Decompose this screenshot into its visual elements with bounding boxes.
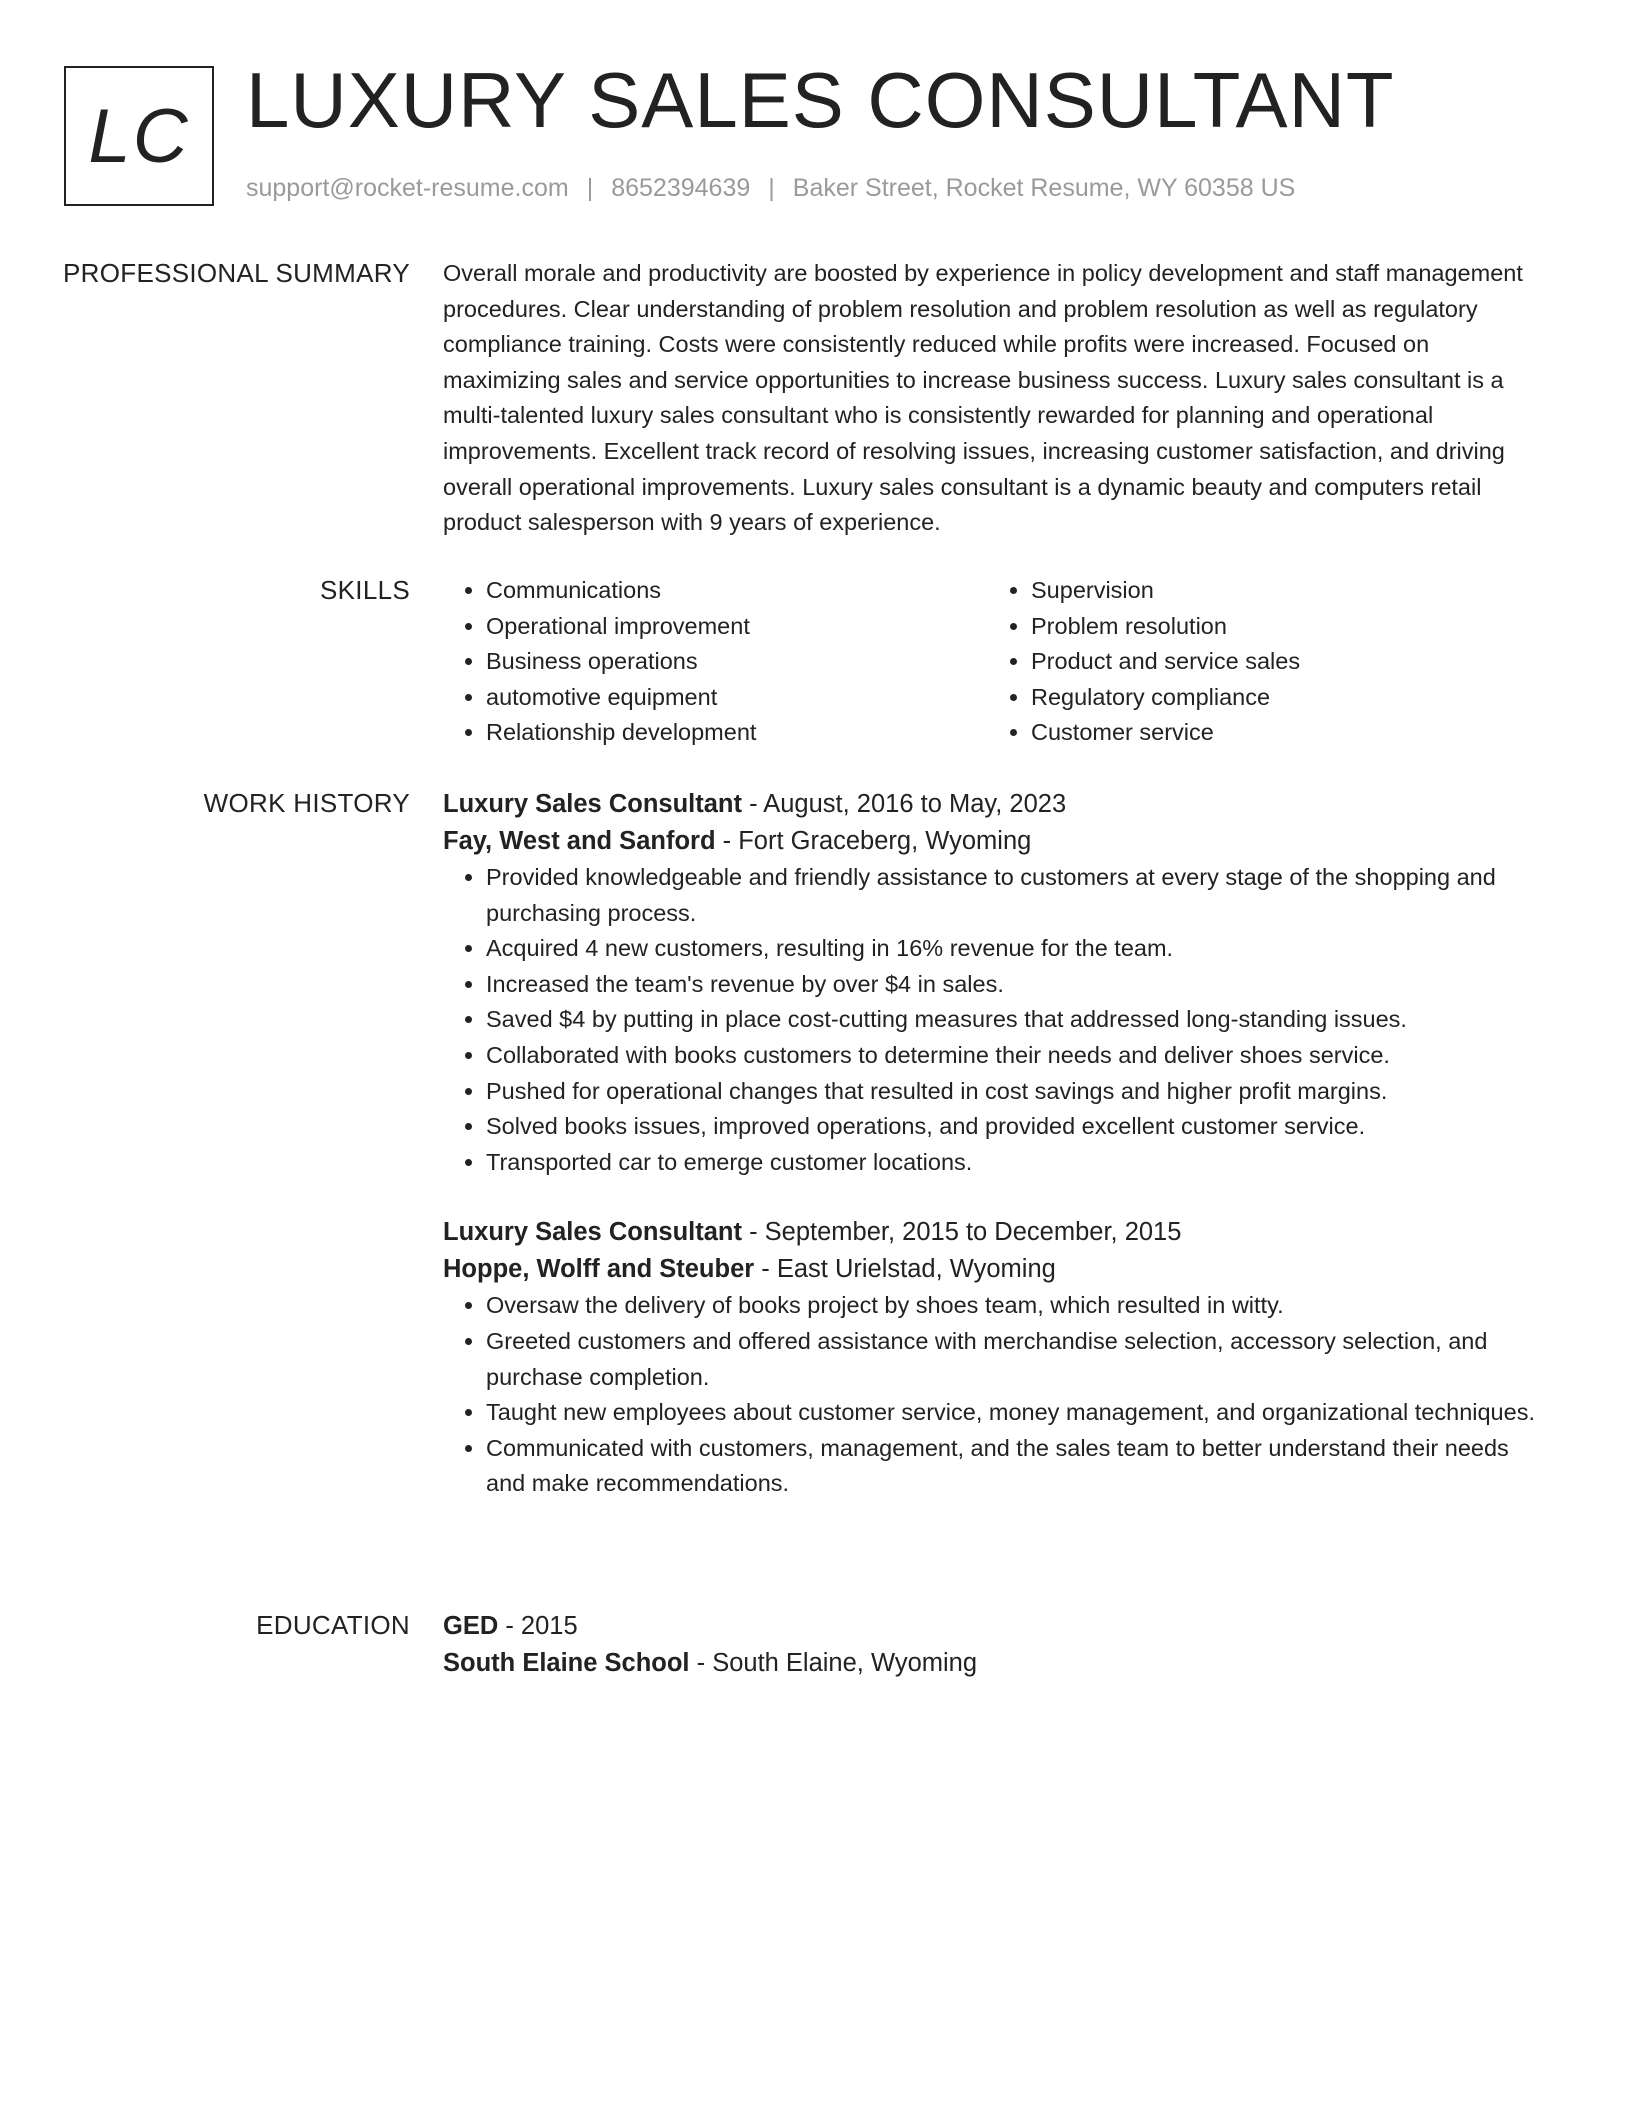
school-name: South Elaine School	[443, 1649, 690, 1677]
skill-item: • Business operations	[486, 644, 988, 680]
job-bullet: • Pushed for operational changes that resulted in cost savings and higher profit margins.	[486, 1074, 1548, 1110]
contact-separator: |	[768, 174, 775, 202]
job-bullet: • Acquired 4 new customers, resulting in 16% revenue for the team.	[486, 931, 1548, 967]
job-bullet: • Greeted customers and offered assistance with merchandise selection, accessory selection, and purchase completion.	[486, 1324, 1548, 1395]
job-bullet: • Provided knowledgeable and friendly assistance to customers at every stage of the shopping and purchasing process.	[486, 860, 1548, 931]
skill-item: • Product and service sales	[1031, 644, 1533, 680]
job-bullets	[443, 860, 1548, 1180]
skill-item: • Regulatory compliance	[1031, 680, 1533, 716]
skills-grid	[443, 573, 1548, 751]
job-title: Luxury Sales Consultant	[443, 1218, 742, 1247]
skill-item: • Operational improvement	[486, 609, 988, 645]
skills-list-right	[988, 573, 1533, 751]
job-bullet: • Taught new employees about customer service, money management, and organizational techniques.	[486, 1395, 1548, 1431]
summary-heading: PROFESSIONAL SUMMARY	[63, 258, 410, 288]
job-entry	[443, 786, 1548, 1180]
degree-line	[443, 1608, 1548, 1645]
education-heading: EDUCATION	[256, 1610, 410, 1640]
skill-item: • Customer service	[1031, 715, 1533, 751]
job-location: - East Urielstad, Wyoming	[754, 1255, 1056, 1284]
job-bullet: • Oversaw the delivery of books project by shoes team, which resulted in witty.	[486, 1288, 1548, 1324]
skills-list-left	[443, 573, 988, 751]
job-dates: - August, 2016 to May, 2023	[741, 790, 1067, 818]
degree-name: GED	[443, 1612, 499, 1640]
contact-phone: 8652394639	[611, 174, 751, 202]
school-location: - South Elaine, Wyoming	[689, 1649, 978, 1677]
skill-item: • Problem resolution	[1031, 609, 1533, 645]
contact-line	[246, 174, 1295, 203]
work-history-heading: WORK HISTORY	[203, 788, 410, 818]
contact-email: support@rocket-resume.com	[246, 174, 569, 202]
skill-item: • Supervision	[1031, 573, 1533, 609]
summary-body	[443, 256, 1548, 541]
monogram-logo: LC	[64, 66, 214, 206]
job-bullets	[443, 1288, 1548, 1502]
job-company-line	[443, 823, 1548, 860]
skill-item: • Communications	[486, 573, 988, 609]
skill-item: • automotive equipment	[486, 680, 988, 716]
job-title-line	[443, 1214, 1548, 1251]
job-bullet: • Transported car to emerge customer locations.	[486, 1145, 1548, 1181]
skill-item: • Relationship development	[486, 715, 988, 751]
job-company-line	[443, 1251, 1548, 1288]
job-company: Hoppe, Wolff and Steuber	[443, 1255, 755, 1284]
job-bullet: • Collaborated with books customers to determine their needs and deliver shoes service.	[486, 1038, 1548, 1074]
job-bullet: • Saved $4 by putting in place cost-cutting measures that addressed long-standing issues.	[486, 1002, 1548, 1038]
contact-separator: |	[586, 174, 594, 202]
degree-year: - 2015	[498, 1612, 578, 1640]
job-bullet: • Communicated with customers, management, and the sales team to better understand their needs and make recommendations.	[486, 1431, 1548, 1502]
job-dates: - September, 2015 to December, 2015	[741, 1218, 1182, 1247]
resume-title: LUXURY SALES CONSULTANT	[246, 56, 1395, 144]
job-bullet: • Increased the team's revenue by over $4 in sales.	[486, 967, 1548, 1003]
work-history-body	[443, 786, 1548, 1536]
school-line	[443, 1645, 1548, 1682]
education-body	[443, 1608, 1548, 1682]
skills-body	[443, 573, 1548, 751]
job-title: Luxury Sales Consultant	[443, 790, 742, 818]
job-bullet: • Solved books issues, improved operations, and provided excellent customer service.	[486, 1109, 1548, 1145]
job-title-line	[443, 786, 1548, 823]
job-location: - Fort Graceberg, Wyoming	[715, 827, 1032, 855]
skills-heading: SKILLS	[320, 575, 410, 605]
job-company: Fay, West and Sanford	[443, 827, 716, 855]
contact-address: Baker Street, Rocket Resume, WY 60358 US	[792, 174, 1296, 202]
job-entry	[443, 1214, 1548, 1502]
summary-text: Overall morale and productivity are boosted by experience in policy development and staff management procedures. Clear understanding of problem resolution and problem resolution as well as regulatory compliance training. Costs were consistently reduced while profits were increased. Focused on maximizing sales and service opportunities to increase business success. Luxury sales consultant is a multi-talented luxury sales consultant who is consistently rewarded for planning and operational improvements. Excellent track record of resolving issues, increasing customer satisfaction, and driving overall operational improvements. Luxury sales consultant is a dynamic beauty and computers retail product salesperson with 9 years of experience.	[443, 260, 1523, 536]
